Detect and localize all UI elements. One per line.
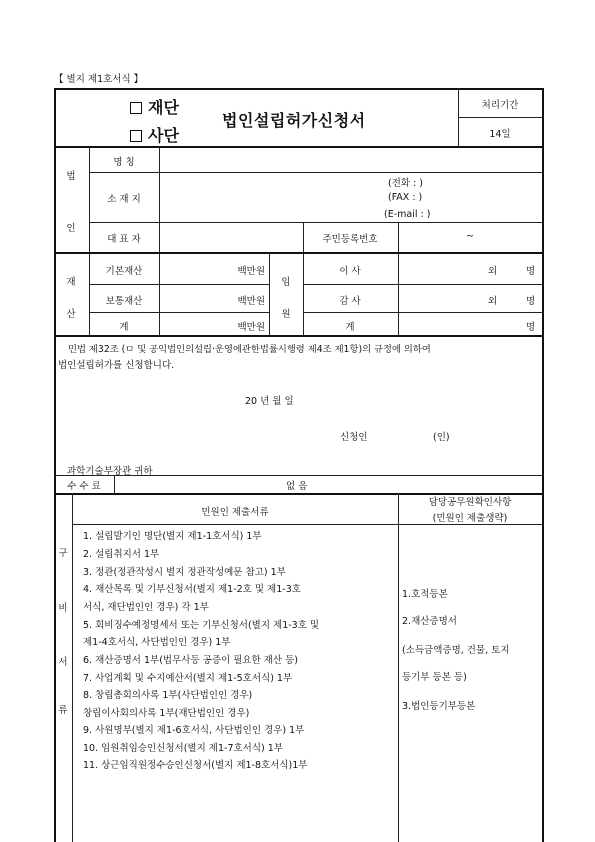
officers-total-label: 계 xyxy=(345,322,355,333)
fee-label: 수 수 료 xyxy=(67,481,101,492)
doc-item: 10. 임원취임승인신청서(별지 제1-7호서식) 1부 xyxy=(83,743,283,754)
docs-side-label-3: 서 xyxy=(58,657,68,668)
basic-assets-label: 기본재산 xyxy=(105,266,143,277)
statement-line-2: 법인설립허가를 신청합니다. xyxy=(58,360,175,371)
fax-field[interactable]: (FAX : ) xyxy=(388,192,423,203)
corp-name-label: 명 칭 xyxy=(113,157,135,168)
doc-item: 6. 재산증명서 1부(법무사등 공증이 필요한 재산 등) xyxy=(83,655,299,666)
association-checkbox[interactable] xyxy=(130,130,142,142)
option-association[interactable] xyxy=(130,123,179,146)
doc-item: 11. 상근임직원정수승인신청서(별지 제1-8호서식)1부 xyxy=(83,760,308,771)
official-check-subheader: (민원인 제출생략) xyxy=(432,513,508,524)
officer-side-label-1: 임 xyxy=(281,277,291,288)
official-item: (소득금액증명, 건물, 토지 xyxy=(402,645,510,656)
officer-side-label-2: 원 xyxy=(281,309,291,320)
director-persons[interactable]: 명 xyxy=(526,266,536,277)
applicant-docs-header: 민원인 제출서류 xyxy=(201,507,269,518)
statement-line-1: 민법 제32조 (ㅁ 및 공익법인의설립·운영에관한법률시행령 제4조 제1항)의 규정에 의하여 xyxy=(68,344,431,355)
doc-item: 2. 설립취지서 1부 xyxy=(83,549,160,560)
doc-item: 8. 창립총회의사록 1부(사단법인인 경우) xyxy=(83,690,253,701)
applicant-label: 신청인 xyxy=(340,432,368,443)
association-label: 사단 xyxy=(148,126,179,145)
processing-period-value: 14일 xyxy=(489,129,511,140)
official-item: 2.재산증명서 xyxy=(402,616,457,627)
assets-total-label: 계 xyxy=(119,322,129,333)
docs-side-label-2: 비 xyxy=(58,603,68,614)
representative-label: 대 표 자 xyxy=(107,234,141,245)
normal-assets-unit[interactable]: 백만원 xyxy=(237,296,265,307)
corp-side-label-2: 인 xyxy=(66,223,76,234)
assets-total-unit[interactable]: 백만원 xyxy=(237,322,265,333)
address-label: 소 재 지 xyxy=(107,194,141,205)
application-date[interactable]: 20 년 월 일 xyxy=(245,396,294,407)
doc-item: 1. 설립발기인 명단(별지 제1-1호서식) 1부 xyxy=(83,531,262,542)
doc-item: 4. 재산목록 및 기부신청서(별지 제1-2호 및 제1-3호 xyxy=(83,584,301,595)
foundation-label: 재단 xyxy=(148,98,179,117)
doc-item: 7. 사업계획 및 수지예산서(별지 제1-5호서식) 1부 xyxy=(83,673,293,684)
director-label: 이 사 xyxy=(339,266,361,277)
resident-id-field[interactable]: ~ xyxy=(466,231,474,242)
doc-item: 서식, 재단법인인 경우) 각 1부 xyxy=(83,602,209,613)
official-item: 3.법인등기부등본 xyxy=(402,701,476,712)
fee-value: 없 음 xyxy=(286,481,308,492)
auditor-label: 감 사 xyxy=(339,296,361,307)
auditor-others: 외 xyxy=(488,296,498,307)
doc-item: 9. 사원명부(별지 제1-6호서식, 사단법인인 경우) 1부 xyxy=(83,725,305,736)
doc-item: 5. 회비징수예정명세서 또는 기부신청서(별지 제1-3호 및 xyxy=(83,620,320,631)
representative-field[interactable] xyxy=(161,225,301,250)
basic-assets-unit[interactable]: 백만원 xyxy=(237,266,265,277)
form-title: 법인설립허가신청서 xyxy=(222,111,366,130)
asset-side-label-2: 산 xyxy=(66,309,76,320)
phone-field[interactable]: (전화 : ) xyxy=(388,178,424,189)
docs-side-label-1: 구 xyxy=(58,548,68,559)
form-number-label: 【 별지 제1호서식 】 xyxy=(54,74,144,85)
director-others: 외 xyxy=(488,266,498,277)
official-item: 등기부 등본 등) xyxy=(402,672,467,683)
email-field[interactable]: (E-mail : ) xyxy=(384,209,431,220)
addressee: 과학기술부장관 귀하 xyxy=(67,466,153,477)
corp-side-label-1: 법 xyxy=(66,171,76,182)
doc-item: 창립이사회의사록 1부(재단법인인 경우) xyxy=(83,708,250,719)
resident-id-label: 주민등록번호 xyxy=(322,234,378,245)
docs-side-label-4: 류 xyxy=(58,705,68,716)
auditor-persons[interactable]: 명 xyxy=(526,296,536,307)
address-field[interactable] xyxy=(161,175,381,219)
doc-item: 제1-4호서식, 사단법인인 경우) 1부 xyxy=(83,637,231,648)
option-foundation[interactable] xyxy=(130,95,179,118)
seal-mark[interactable]: (인) xyxy=(433,432,450,443)
processing-period-label: 처리기간 xyxy=(481,100,519,111)
asset-side-label-1: 재 xyxy=(66,277,76,288)
foundation-checkbox[interactable] xyxy=(130,102,142,114)
official-check-header: 담당공무원확인사항 xyxy=(428,497,512,508)
officers-total-persons[interactable]: 명 xyxy=(526,322,536,333)
official-item: 1.호적등본 xyxy=(402,589,448,600)
doc-item: 3. 정관(정관작성시 별지 정관작성예문 참고) 1부 xyxy=(83,567,286,578)
corp-name-field[interactable] xyxy=(161,149,539,169)
normal-assets-label: 보통재산 xyxy=(105,296,143,307)
